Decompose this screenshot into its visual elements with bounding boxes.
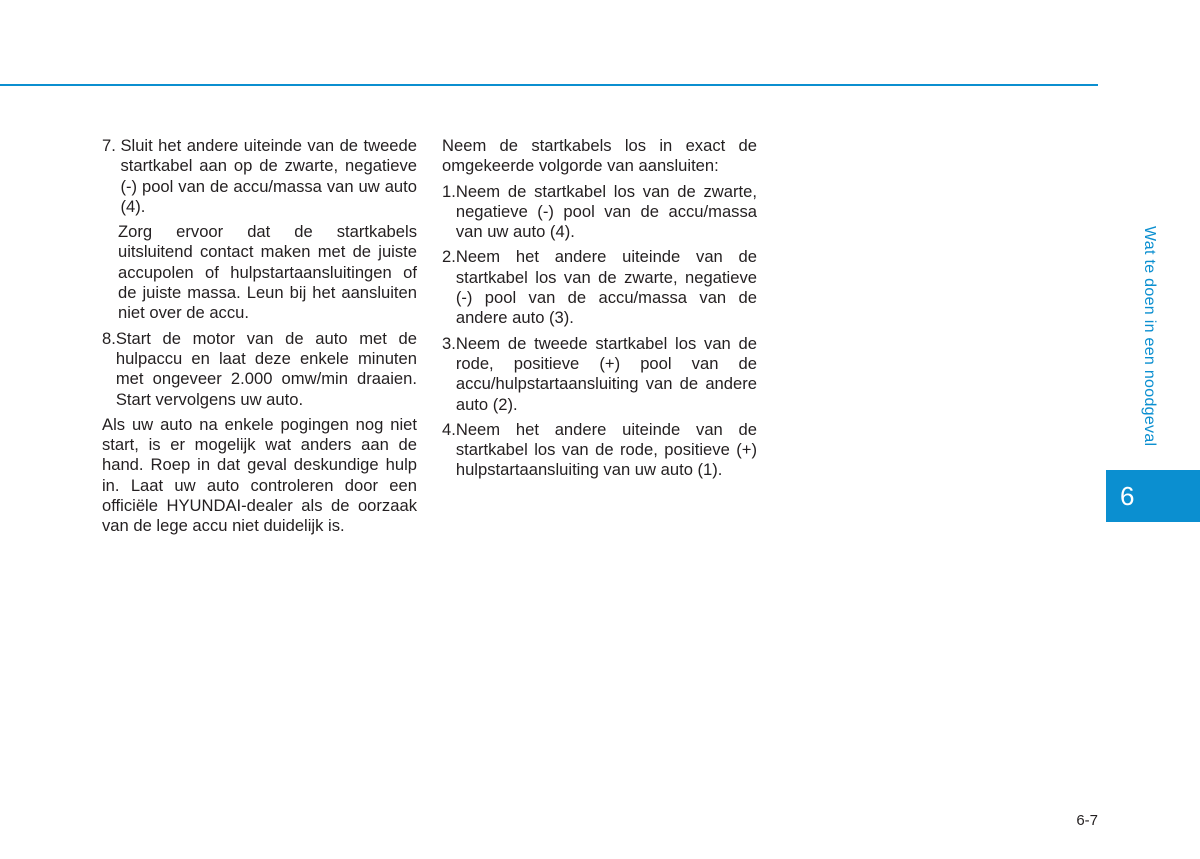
- step-text: Neem de tweede startkabel los van de rode, positieve (+) pool van de accu/hulpstartaansluiting van de andere auto (2).: [455, 333, 757, 414]
- step-number: 8.: [102, 328, 116, 348]
- section-title: Wat te doen in een noodgeval: [1141, 226, 1158, 447]
- right-column: [442, 136, 757, 486]
- step-number: 1.: [442, 181, 456, 201]
- step-text: Neem het andere uiteinde van de startkabel los van de rode, positieve (+) hulpstartaansluiting van uw auto (1).: [455, 419, 757, 480]
- disconnect-step-2: [442, 247, 757, 328]
- step-8: [102, 329, 417, 410]
- step-number: 3.: [442, 333, 456, 353]
- step-number: 7.: [102, 136, 121, 155]
- step-number: 4.: [442, 419, 456, 439]
- disconnect-intro: Neem de startkabels los in exact de omgekeerde volgorde van aansluiten:: [442, 136, 757, 176]
- chapter-tab: 6: [1106, 470, 1200, 522]
- left-column: [102, 136, 417, 542]
- step-7: [102, 136, 417, 217]
- step-number: 2.: [442, 247, 456, 267]
- header-rule: [0, 84, 1098, 86]
- step-text: Sluit het andere uiteinde van de tweede startkabel aan op de zwarte, negatieve (-) pool van de accu/massa van uw auto (4).: [120, 136, 417, 216]
- step-7-note: Zorg ervoor dat de startkabels uitsluitend contact maken met de juiste accupolen of hulpstartaansluitingen of de juiste massa. Leun bij het aansluiten niet over de accu.: [118, 222, 417, 323]
- page-number: 6-7: [1076, 812, 1098, 829]
- step-text: Start de motor van de auto met de hulpaccu en laat deze enkele minuten met ongeveer 2.000 omw/min draaien. Start vervolgens uw auto.: [115, 328, 417, 409]
- disconnect-step-1: [442, 182, 757, 243]
- closing-paragraph: Als uw auto na enkele pogingen nog niet start, is er mogelijk wat anders aan de hand. Roep in dat geval deskundige hulp in. Laat uw auto controleren door een officiële HYUNDAI-dealer als de oorzaak van de lege accu niet duidelijk is.: [102, 414, 417, 536]
- disconnect-step-4: [442, 420, 757, 481]
- step-text: Neem het andere uiteinde van de startkabel los van de zwarte, negatieve (-) pool van de accu/massa van de andere auto (3).: [455, 247, 757, 328]
- step-text: Neem de startkabel los van de zwarte, negatieve (-) pool van de accu/massa van uw auto (4).: [455, 181, 757, 242]
- disconnect-step-3: [442, 334, 757, 415]
